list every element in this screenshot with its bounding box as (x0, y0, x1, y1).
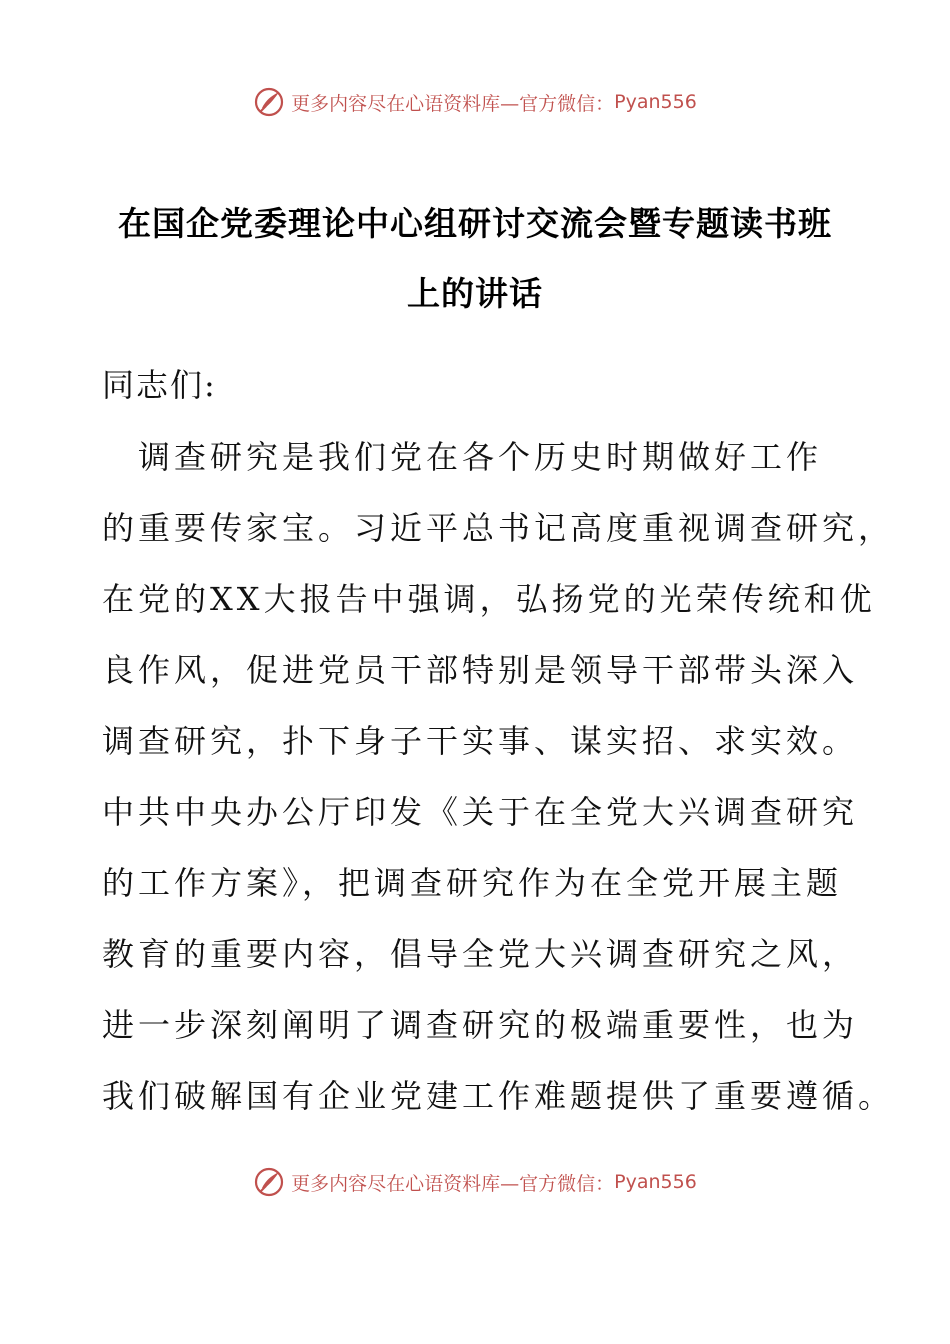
header-watermark (0, 82, 950, 122)
watermark-text: 更多内容尽在心语资料库—官方微信： (291, 92, 615, 115)
body-line: 在党的XX大报告中强调，弘扬党的光荣传统和优 (102, 580, 876, 618)
body-line: 进一步深刻阐明了调查研究的极端重要性，也为 (102, 1006, 859, 1044)
watermark-text: 更多内容尽在心语资料库—官方微信： (291, 1172, 615, 1195)
watermark-wechat-id: Pyan556 (614, 91, 697, 113)
quill-seal-icon (253, 1166, 285, 1198)
body-line: 调查研究是我们党在各个历史时期做好工作 (102, 438, 823, 476)
body-line: 中共中央办公厅印发《关于在全党大兴调查研究 (102, 793, 859, 831)
body-line: 我们破解国有企业党建工作难题提供了重要遵循。 (102, 1077, 895, 1115)
document-title-line-1: 在国企党委理论中心组研讨交流会暨专题读书班 (118, 204, 832, 243)
body-line: 的重要传家宝。习近平总书记高度重视调查研究， (102, 509, 895, 547)
document-title-line-2: 上的讲话 (407, 274, 543, 313)
footer-watermark (0, 1162, 950, 1202)
body-line: 的工作方案》，把调查研究作为在全党开展主题 (102, 864, 843, 902)
watermark-wechat-id: Pyan556 (614, 1171, 697, 1193)
body-line: 调查研究，扑下身子干实事、谋实招、求实效。 (102, 722, 859, 760)
salutation: 同志们: (102, 366, 217, 404)
body-line: 教育的重要内容，倡导全党大兴调查研究之风， (102, 935, 859, 973)
quill-seal-icon (253, 86, 285, 118)
body-line: 良作风，促进党员干部特别是领导干部带头深入 (102, 651, 859, 689)
